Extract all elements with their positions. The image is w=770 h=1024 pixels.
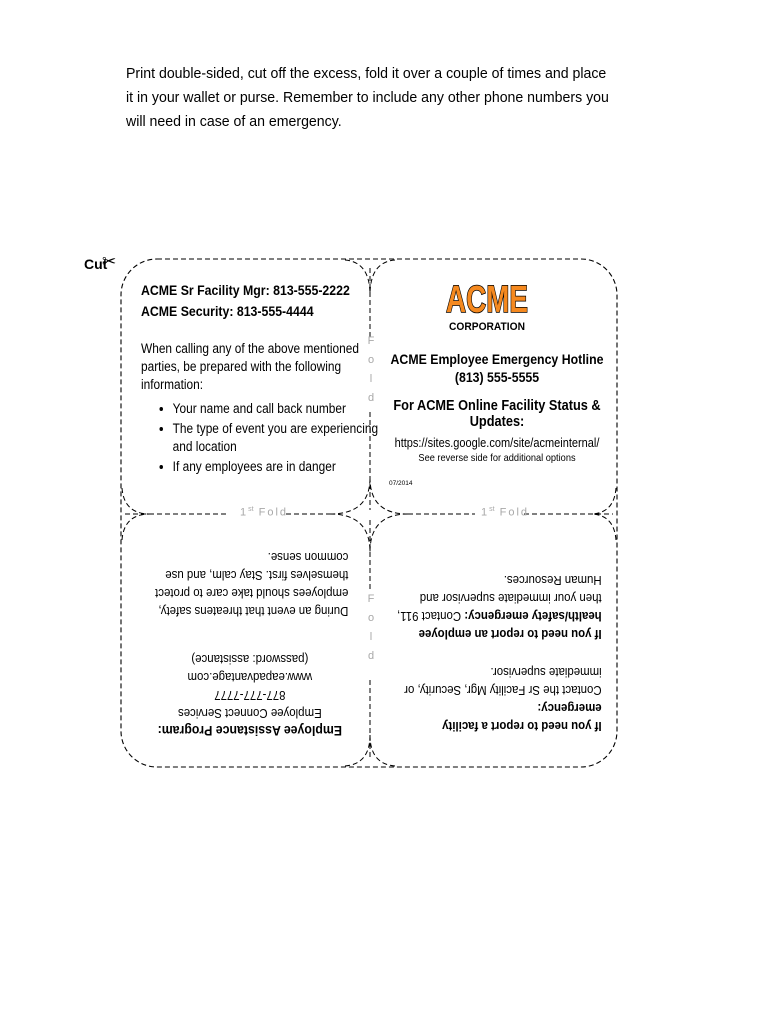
security-line: ACME Security: 813-555-4444 [141, 303, 314, 319]
hotline-number: (813) 555-5555 [454, 369, 540, 385]
employee-emergency-title-2: health/safety emergency: [464, 609, 602, 624]
hotline-title: ACME Employee Emergency Hotline [390, 351, 604, 367]
fold-label-right: 1st Fold [481, 506, 530, 519]
eap-title: Employee Assistance Program: [157, 723, 343, 739]
list-item: • Your name and call back number [173, 400, 382, 418]
instructions-text: Print double-sided, cut off the excess, fold it over a couple of times and place it in your wallet or purse. Remember to include any other phone numbers you will need in case of an emergency. [126, 65, 609, 130]
eap-password: (password: assistance) [191, 652, 309, 667]
list-item: • The type of event you are experiencing and location [173, 420, 382, 456]
logo-subtitle: CORPORATION [449, 321, 526, 333]
fold-label-vertical-top: F o l d [367, 335, 375, 404]
corner-curve-center-br [370, 514, 408, 552]
employee-emergency-title: If you need to report an employee [418, 627, 602, 642]
updates-title: For ACME Online Facility Status & Updates: [393, 398, 601, 430]
corner-curve-right [590, 488, 616, 514]
corner-curve-right-2 [590, 514, 616, 540]
revision-date: 07/2014 [389, 480, 413, 487]
fold-label-left: 1st Fold [240, 506, 289, 519]
corner-curve-left [122, 514, 150, 540]
eap-website: www.eapadvantage.com [187, 670, 313, 685]
logo-word: ACME [446, 279, 528, 321]
facility-emergency-title: If you need to report a facility emergency: [442, 701, 602, 734]
fold-label-vertical-bottom: F o l d [367, 593, 375, 662]
contacts-panel [141, 280, 381, 478]
updates-url: https://sites.google.com/site/acmeinternal/ [394, 436, 600, 450]
during-event-text: During an event that threatens safety, employees should take care to protect themselves first. Stay calm, and use common sense. [155, 550, 349, 619]
hotline-panel [387, 350, 607, 464]
eap-service: Employee Connect Services [177, 706, 322, 721]
info-bullet-list [141, 400, 381, 476]
report-panel [382, 555, 614, 735]
calling-instructions: When calling any of the above mentioned parties, be prepared with the following information: [141, 341, 359, 392]
corner-curve-center-tl [330, 478, 370, 514]
facility-emergency-text: Contact the Sr Facility Mgr, Security, or immediate supervisor. [404, 665, 602, 698]
cut-label: Cut [84, 256, 108, 272]
see-reverse-note: See reverse side for additional options [418, 452, 576, 464]
list-item: • If any employees are in danger [173, 458, 382, 476]
eap-panel [134, 540, 366, 740]
scissors-icon: ✂ [102, 252, 117, 271]
facility-mgr-line: ACME Sr Facility Mgr: 813-555-2222 [141, 282, 350, 298]
corner-curve-bottom-2 [370, 735, 395, 766]
eap-phone: 877-777-7777 [214, 688, 286, 703]
acme-logo [444, 276, 530, 338]
corner-curve-left-2 [122, 488, 150, 514]
employee-emergency-text: Contact 911, then your immediate supervisor and Human Resources. [397, 573, 602, 624]
